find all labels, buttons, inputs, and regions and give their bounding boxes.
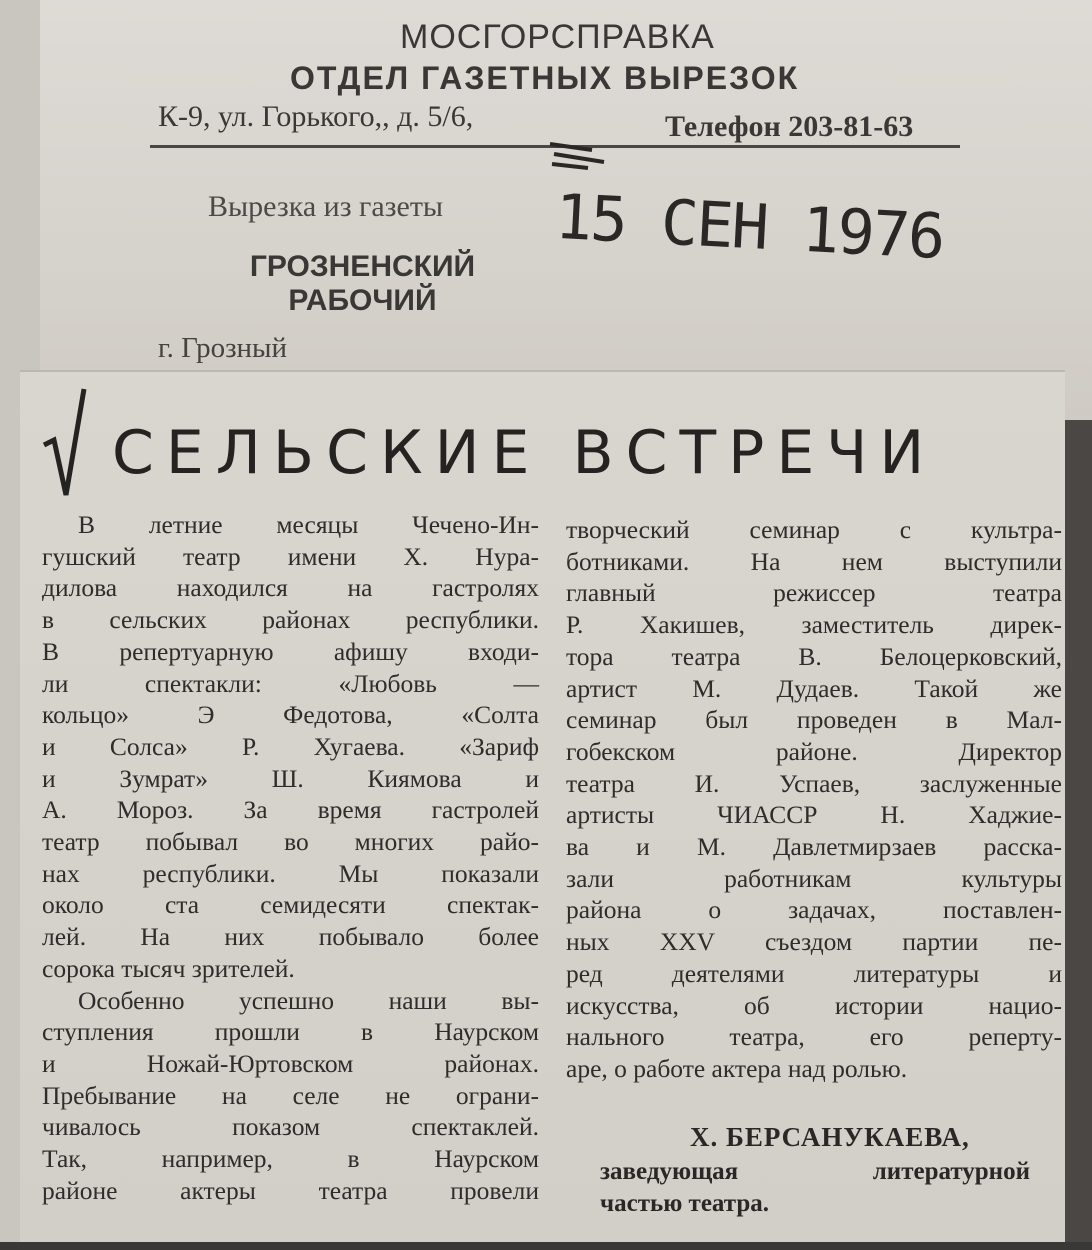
article-line: гушский театр имени Х. Нура- xyxy=(42,541,539,571)
article-line: Особенно успешно наши вы- xyxy=(78,985,539,1015)
article-line: искусства, об истории нацио- xyxy=(566,990,1062,1020)
article-line: около ста семидесяти спектак- xyxy=(42,890,539,920)
article-line: семинар был проведен в Мал- xyxy=(566,705,1062,735)
article-line: и Солса» Р. Хугаева. «Зариф xyxy=(42,731,539,761)
article-line: В летние месяцы Чечено-Ин- xyxy=(78,510,539,539)
article-line: Пребывание на селе не ограни- xyxy=(42,1080,539,1110)
article-line: ботниками. На нем выступили xyxy=(566,546,1062,576)
article-line: нах республики. Мы показали xyxy=(42,858,539,888)
article-line: в сельских районах республики. xyxy=(42,605,539,635)
agency-name: МОСГОРСПРАВКА xyxy=(400,18,715,56)
department-name: ОТДЕЛ ГАЗЕТНЫХ ВЫРЕЗОК xyxy=(290,60,800,96)
article-line: тора театра В. Белоцерковский, xyxy=(566,641,1062,671)
article-line: зали работникам культуры xyxy=(566,863,1062,893)
article-line: Так, например, в Наурском xyxy=(42,1144,539,1174)
article-line: В репертуарную афишу входи- xyxy=(42,636,539,666)
article-line: и Зумрат» Ш. Киямова и xyxy=(42,763,539,793)
checkmark-icon xyxy=(40,385,90,505)
article-line: района о задачах, поставлен- xyxy=(566,895,1062,925)
article-line: творческий семинар с культра- xyxy=(566,515,1062,544)
article-line: чивалось показом спектаклей. xyxy=(42,1112,539,1142)
article-line: главный режиссер театра xyxy=(566,578,1062,608)
article-column-left xyxy=(42,509,539,1206)
article-line: сорока тысяч зрителей. xyxy=(42,953,295,983)
author-name: Х. БЕРСАНУКАЕВА, xyxy=(690,1122,970,1152)
article-line: ред деятелями литературы и xyxy=(566,958,1062,988)
article-line: нального театра, его реперту- xyxy=(566,1022,1062,1052)
article-line: ных XXV съездом партии пе- xyxy=(566,927,1062,957)
newspaper-name-line2: РАБОЧИЙ xyxy=(288,284,437,317)
article-line: ли спектакли: «Любовь — xyxy=(42,668,539,698)
agency-phone: Телефон 203-81-63 xyxy=(665,110,914,143)
article-line: лей. На них побывало более xyxy=(42,922,539,952)
article-line: и Ножай-Юртовском районах. xyxy=(42,1048,539,1078)
article-line: театра И. Успаев, заслуженные xyxy=(566,768,1062,798)
article-line: ва и М. Давлетмирзаев расска- xyxy=(566,832,1062,862)
article-line: ступления прошли в Наурском xyxy=(42,1017,539,1047)
clipping-label: Вырезка из газеты xyxy=(208,190,444,223)
author-role-line2: частью театра. xyxy=(600,1190,770,1217)
newspaper-name-line1: ГРОЗНЕНСКИЙ xyxy=(249,250,476,283)
city-label: г. Грозный xyxy=(158,332,288,364)
article-line: артисты ЧИАССР Н. Хаджие- xyxy=(566,800,1062,830)
date-stamp: 15 СЕН 1976 xyxy=(553,179,946,274)
pen-mark-icon xyxy=(548,140,608,170)
article-line: дилова находился на гастролях xyxy=(42,573,539,603)
article-title: СЕЛЬСКИЕ ВСТРЕЧИ xyxy=(112,418,937,488)
article-column-right xyxy=(566,514,1062,1085)
article-line: театр побывал во многих райо- xyxy=(42,827,539,857)
article-line: районе актеры театра провели xyxy=(42,1175,539,1205)
article-line: артист М. Дудаев. Такой же xyxy=(566,673,1062,703)
article-line: гобекском районе. Директор xyxy=(566,736,1062,766)
article-line: А. Мороз. За время гастролей xyxy=(42,795,539,825)
author-role xyxy=(600,1156,1030,1220)
article-line: аре, о работе актера над ролью. xyxy=(566,1053,908,1083)
bottom-edge xyxy=(0,1242,1092,1250)
agency-address: К-9, ул. Горького,, д. 5/6, xyxy=(158,100,474,133)
article-line: Р. Хакишев, заместитель дирек- xyxy=(566,610,1062,640)
author-role-line1: заведующая литературной xyxy=(600,1158,1030,1185)
article-line: кольцо» Э Федотова, «Солта xyxy=(42,700,539,730)
newspaper-name xyxy=(230,250,495,318)
